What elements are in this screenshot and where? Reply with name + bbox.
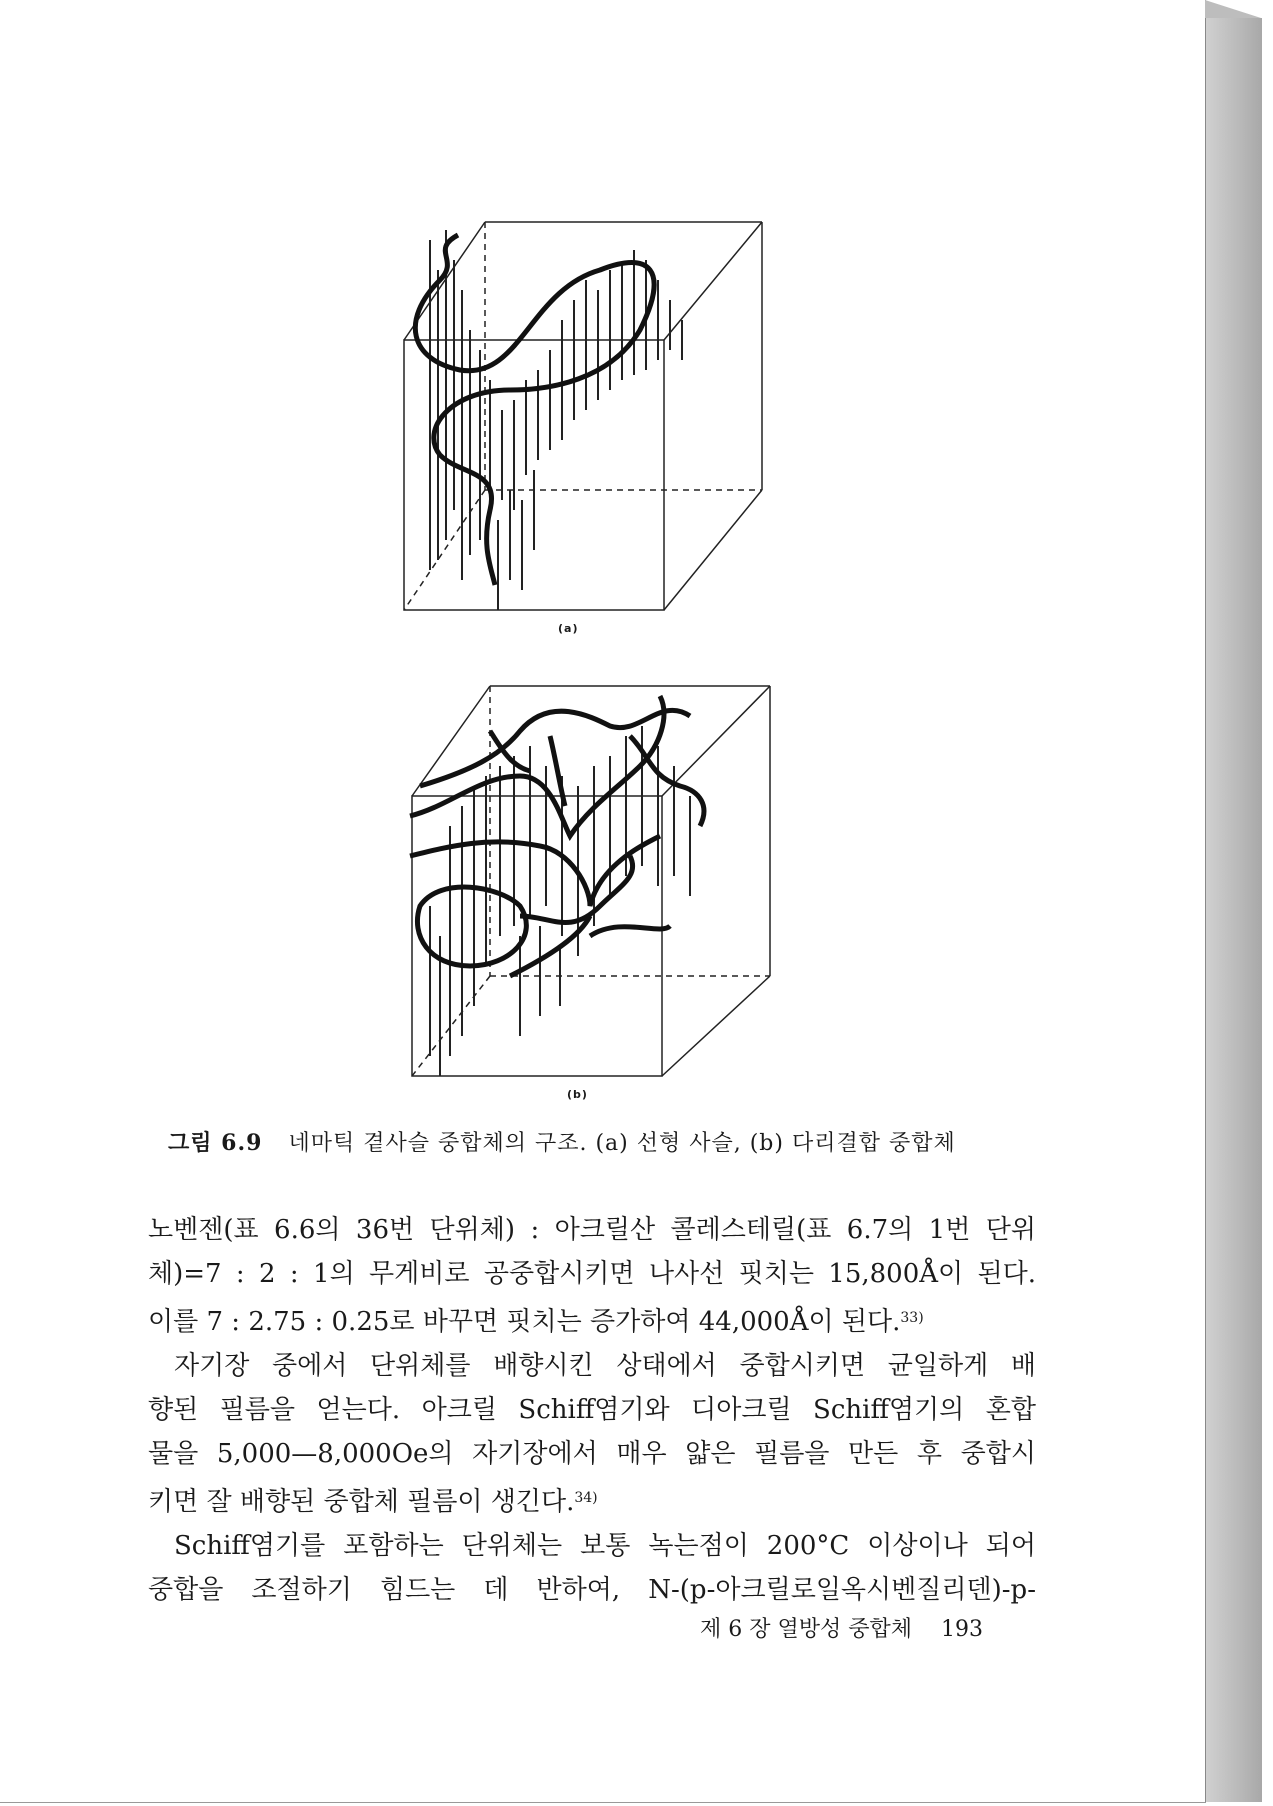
page-edge-corner [1205, 0, 1261, 18]
body-line: 자기장 중에서 단위체를 배향시킨 상태에서 중합시키면 균일하게 배 [174, 1351, 1036, 1381]
figure-b-label: (b) [567, 1088, 588, 1101]
body-line: 노벤젠(표 6.6의 36번 단위체) : 아크릴산 콜레스테릴(표 6.7의 1번 단위 [148, 1215, 1036, 1245]
body-line [148, 1476, 1036, 1524]
body-line: Schiff염기를 포함하는 단위체는 보통 녹는점이 200°C 이상이나 되어 [174, 1531, 1036, 1561]
body-line-text: 키면 잘 배향된 중합체 필름이 생긴다. [148, 1487, 575, 1517]
figure-a-linear-chain [390, 210, 790, 635]
page-edge-shadow [1205, 18, 1262, 1802]
body-text [148, 1208, 1036, 1612]
reference-34: 34) [574, 1490, 598, 1506]
figure-b-crosslinked-polymer [390, 676, 790, 1101]
body-line-text: 이를 7 : 2.75 : 0.25로 바꾸면 핏치는 증가하여 44,000Å이 된다. [148, 1307, 901, 1337]
caption-text: 네마틱 곁사슬 중합체의 구조. (a) 선형 사슬, (b) 다리결합 중합체 [288, 1131, 956, 1156]
body-line: 중합을 조절하기 힘드는 데 반하여, N-(p-아크릴로일옥시벤질리덴)-p- [148, 1575, 1036, 1605]
body-line: 물을 5,000—8,000Oe의 자기장에서 매우 얇은 필름을 만든 후 중합시 [148, 1439, 1036, 1469]
page-number: 193 [941, 1617, 983, 1642]
caption-label: 그림 6.9 [168, 1130, 263, 1156]
figure-a-label: (a) [558, 622, 579, 635]
chapter-title: 제 6 장 열방성 중합체 [700, 1617, 912, 1642]
figure-caption [168, 1126, 1068, 1157]
body-line [148, 1296, 1036, 1344]
page-footer [700, 1612, 1020, 1643]
reference-33: 33) [900, 1310, 924, 1326]
body-line: 향된 필름을 얻는다. 아크릴 Schiff염기와 디아크릴 Schiff염기의 혼합 [148, 1395, 1036, 1425]
body-line: 체)=7 : 2 : 1의 무게비로 공중합시키면 나사선 핏치는 15,800Å이 된다. [148, 1259, 1036, 1289]
